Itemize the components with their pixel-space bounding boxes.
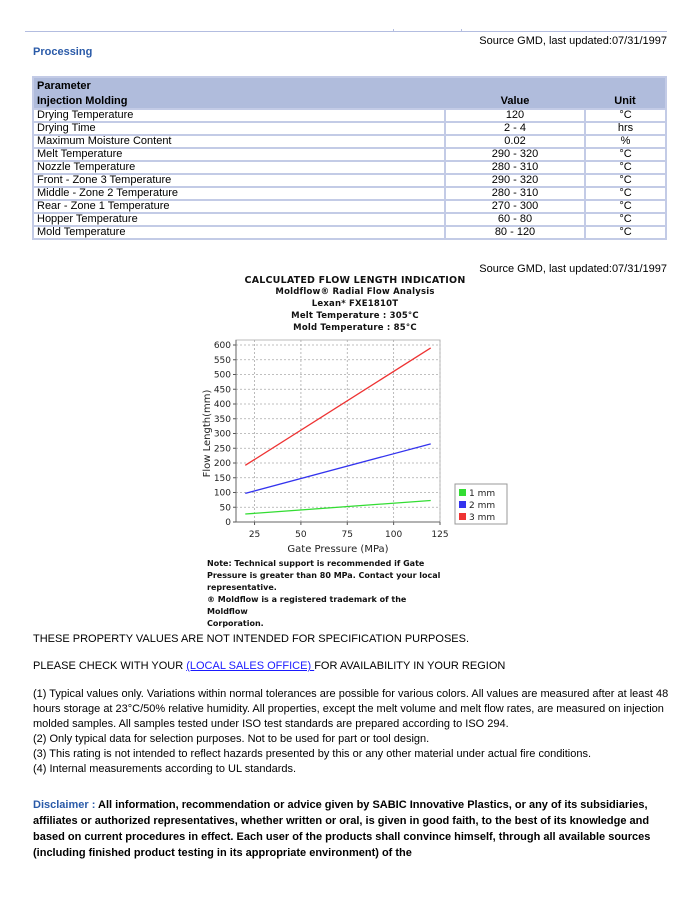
table-row: [33, 122, 666, 135]
header-value: Value: [445, 93, 585, 109]
chart-subtitle: Lexan* FXE1810T: [311, 299, 399, 309]
legend-swatch: [459, 489, 466, 496]
footnote: (1) Typical values only. Variations within normal tolerances are possible for various colors. All values are measured after at least 48 hours storage at 23°C/50% relative humidity. All properties, except the melt volume and melt flow rates, are measured on injection molded samples. All samples tested under ISO test standards are prepared according to ISO 294.: [33, 688, 669, 730]
table-row: [33, 213, 666, 226]
table-row: [33, 200, 666, 213]
availability-prefix: PLEASE CHECK WITH YOUR: [33, 660, 187, 672]
cell-parameter: Melt Temperature: [33, 148, 445, 161]
y-tick-label: 250: [213, 444, 231, 455]
y-tick-label: 100: [213, 488, 231, 499]
processing-table: [32, 76, 667, 240]
y-tick-label: 450: [213, 385, 231, 396]
x-axis-label: Gate Pressure (MPa): [287, 544, 389, 555]
chart-subtitle: Moldflow® Radial Flow Analysis: [275, 287, 435, 297]
x-tick-label: 125: [431, 530, 449, 540]
cell-parameter: Rear - Zone 1 Temperature: [33, 200, 445, 213]
cell-unit: °C: [585, 226, 666, 239]
cell-value: 270 - 300: [445, 200, 585, 213]
header-unit: Unit: [585, 93, 666, 109]
spec-notice: THESE PROPERTY VALUES ARE NOT INTENDED FOR SPECIFICATION PURPOSES.: [33, 633, 470, 645]
cell-parameter: Nozzle Temperature: [33, 161, 445, 174]
x-tick-label: 100: [385, 530, 403, 540]
chart-subtitle: Mold Temperature : 85°C: [293, 323, 417, 333]
cell-value: 60 - 80: [445, 213, 585, 226]
table-row: [33, 135, 666, 148]
y-tick-label: 350: [213, 414, 231, 425]
x-tick-label: 25: [248, 530, 261, 540]
cell-value: 290 - 320: [445, 148, 585, 161]
header-parameter: Parameter: [33, 77, 666, 93]
cell-unit: °C: [585, 109, 666, 122]
cell-unit: °C: [585, 213, 666, 226]
y-tick-label: 400: [213, 400, 231, 410]
footnote: (4) Internal measurements according to UL standards.: [33, 763, 297, 775]
y-tick-label: 150: [213, 473, 231, 484]
chart-note-line: ® Moldflow is a registered trademark of the Moldflow: [207, 595, 407, 616]
table-row: [33, 161, 666, 174]
cell-value: 80 - 120: [445, 226, 585, 239]
legend-label: 2 mm: [469, 501, 496, 511]
table-row: [33, 187, 666, 200]
cell-parameter: Middle - Zone 2 Temperature: [33, 187, 445, 200]
local-sales-office-link[interactable]: (LOCAL SALES OFFICE): [186, 660, 315, 672]
disclaimer: [33, 797, 673, 861]
cell-parameter: Mold Temperature: [33, 226, 445, 239]
legend-swatch: [459, 513, 466, 520]
cell-value: 0.02: [445, 135, 585, 148]
y-tick-label: 300: [213, 429, 231, 440]
footnote: (3) This rating is not intended to reflect hazards presented by this or any other material under actual fire conditions.: [33, 748, 592, 760]
footnote: (2) Only typical data for selection purposes. Not to be used for part or tool design.: [33, 733, 430, 745]
chart-title: CALCULATED FLOW LENGTH INDICATION: [244, 275, 466, 286]
cell-parameter: Drying Time: [33, 122, 445, 135]
cell-unit: hrs: [585, 122, 666, 135]
y-tick-label: 600: [213, 341, 231, 351]
availability-line: [33, 659, 505, 674]
cell-value: 2 - 4: [445, 122, 585, 135]
cell-value: 280 - 310: [445, 187, 585, 200]
legend-label: 3 mm: [469, 513, 496, 523]
section-title-processing: Processing: [33, 46, 93, 58]
table-row: [33, 226, 666, 239]
top-source-note: Source GMD, last updated:07/31/1997: [479, 35, 667, 47]
cell-unit: °C: [585, 187, 666, 200]
x-tick-label: 75: [341, 530, 353, 540]
cell-value: 290 - 320: [445, 174, 585, 187]
chart-note-line: Pressure is greater than 80 MPa. Contact your local: [207, 571, 441, 580]
legend-label: 1 mm: [469, 489, 496, 499]
chart-note: [207, 558, 447, 630]
chart-subtitle: Melt Temperature : 305°C: [291, 311, 419, 321]
table-row: [33, 174, 666, 187]
legend-swatch: [459, 501, 466, 508]
y-tick-label: 0: [225, 518, 231, 528]
cell-unit: °C: [585, 200, 666, 213]
disclaimer-label: Disclaimer :: [33, 799, 99, 811]
y-tick-label: 550: [213, 355, 231, 366]
cell-parameter: Front - Zone 3 Temperature: [33, 174, 445, 187]
chart-note-line: representative.: [207, 583, 277, 592]
cell-unit: °C: [585, 148, 666, 161]
y-tick-label: 50: [219, 503, 231, 514]
header-injection-molding: Injection Molding: [33, 93, 445, 109]
divider-tick: [461, 29, 462, 32]
y-tick-label: 200: [213, 459, 231, 469]
disclaimer-text: All information, recommendation or advice given by SABIC Innovative Plastics, or any of its subsidiaries, affiliates or authorized representatives, whether written or oral, is given in good faith, to the best of its knowledge and based on current procedures in effect. Each user of the products shall convince himself, through all available sources (including finished product testing in its appropriate environment) of the: [33, 799, 651, 859]
y-tick-label: 500: [213, 370, 231, 381]
plot-area: [236, 340, 440, 522]
y-axis-label: Flow Length(mm): [202, 389, 213, 478]
divider-tick: [393, 29, 394, 32]
footnotes: [33, 687, 673, 777]
cell-unit: %: [585, 135, 666, 148]
chart-note-line: Corporation.: [207, 619, 264, 628]
x-tick-label: 50: [295, 530, 307, 540]
availability-suffix: FOR AVAILABILITY IN YOUR REGION: [314, 660, 506, 672]
cell-parameter: Hopper Temperature: [33, 213, 445, 226]
cell-unit: °C: [585, 161, 666, 174]
chart-note-line: Note: Technical support is recommended if Gate: [207, 559, 425, 568]
top-divider: [25, 31, 667, 32]
cell-parameter: Drying Temperature: [33, 109, 445, 122]
table-row: [33, 109, 666, 122]
cell-parameter: Maximum Moisture Content: [33, 135, 445, 148]
cell-value: 280 - 310: [445, 161, 585, 174]
cell-unit: °C: [585, 174, 666, 187]
cell-value: 120: [445, 109, 585, 122]
table-row: [33, 148, 666, 161]
table-source-note: Source GMD, last updated:07/31/1997: [479, 263, 667, 275]
